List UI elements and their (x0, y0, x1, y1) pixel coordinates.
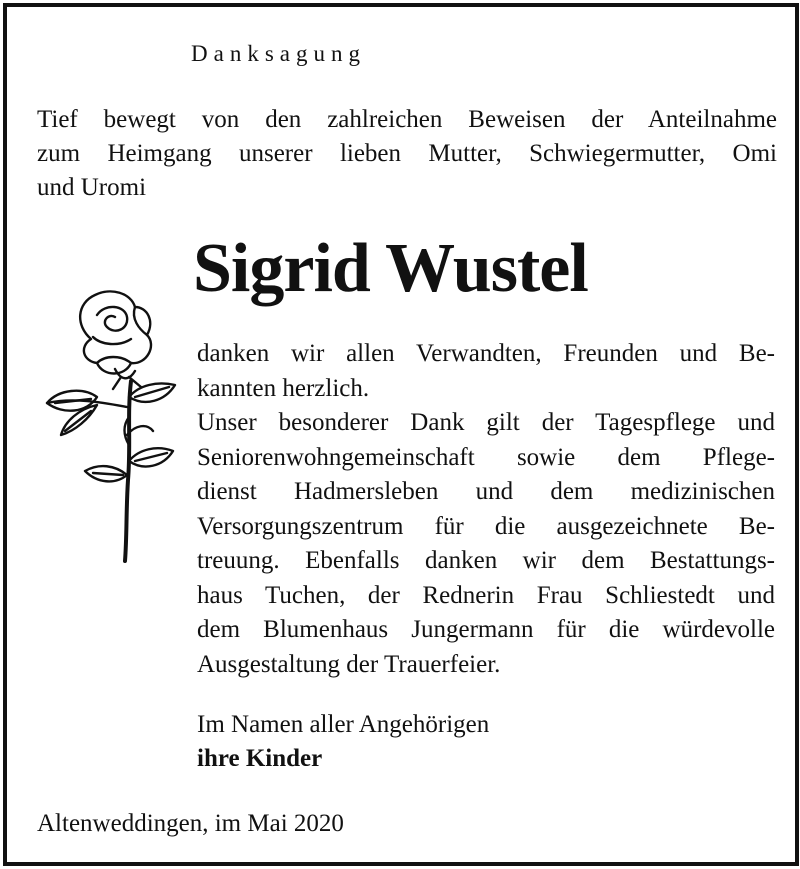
deceased-name: Sigrid Wustel (193, 230, 588, 307)
intro-text (37, 103, 777, 205)
body-line: Ausgestaltung der Trauerfeier. (197, 650, 501, 678)
body-line: haus Tuchen, der Rednerin Frau Schliestedt und (197, 581, 775, 609)
body-line: Unser besonderer Dank gilt der Tagespflege und (197, 409, 775, 436)
body-line: Versorgungszentrum für die ausgezeichnete Be- (197, 512, 775, 540)
closing-block (197, 708, 489, 776)
body-line: danken wir allen Verwandten, Freunden und Be- (197, 340, 775, 367)
intro-line: und Uromi (37, 174, 147, 201)
body-line: treuung. Ebenfalls danken wir dem Bestattungs- (197, 547, 775, 574)
body-line: Seniorenwohngemeinschaft sowie dem Pflege- (197, 443, 775, 471)
thanks-text (197, 337, 775, 682)
intro-line: zum Heimgang unserer lieben Mutter, Schwiegermutter, Omi (37, 140, 777, 167)
signature: ihre Kinder (197, 745, 323, 772)
obituary-notice (3, 3, 799, 866)
body-line: dem Blumenhaus Jungermann für die würdevolle (197, 616, 775, 643)
place-date: Altenweddingen, im Mai 2020 (37, 810, 344, 837)
notice-heading: Danksagung (191, 41, 366, 66)
rose-icon (35, 285, 183, 567)
intro-line: Tief bewegt von den zahlreichen Beweisen der Anteilnahme (37, 106, 777, 133)
closing-line: Im Namen aller Angehörigen (197, 711, 490, 738)
body-line: dienst Hadmersleben und dem medizinischen (197, 478, 775, 505)
body-line: kannten herzlich. (197, 374, 370, 402)
